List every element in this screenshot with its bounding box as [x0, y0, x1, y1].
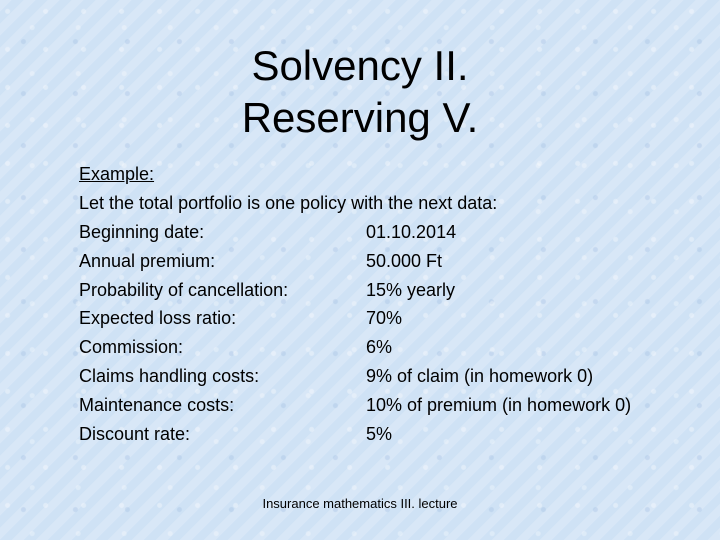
- row-label: Discount rate:: [79, 423, 191, 444]
- row-value: 70%: [366, 308, 403, 329]
- data-row-annual-premium: [79, 247, 699, 276]
- row-label: Beginning date:: [79, 222, 205, 242]
- title-line-2: Reserving V.: [241, 94, 479, 141]
- footer-text: Insurance mathematics III. lecture: [262, 496, 458, 511]
- data-row-discount-rate: [79, 420, 699, 449]
- policy-data-list: [79, 218, 699, 448]
- row-value: 50.000 Ft: [366, 250, 443, 271]
- row-label: Annual premium:: [79, 250, 216, 271]
- data-row-beginning-date: [79, 218, 699, 247]
- row-label: Expected loss ratio:: [79, 308, 237, 329]
- row-value: 5%: [366, 423, 393, 444]
- data-row-expected-loss-ratio: [79, 304, 699, 333]
- example-heading: Example:: [79, 164, 155, 184]
- row-value: 6%: [366, 337, 393, 358]
- row-label: Probability of cancellation:: [79, 279, 289, 300]
- data-row-commission: [79, 333, 699, 362]
- row-label: Maintenance costs:: [79, 394, 235, 415]
- slide-title: [0, 40, 720, 144]
- row-label: Commission:: [79, 337, 184, 358]
- data-row-claims-handling-costs: [79, 362, 699, 391]
- row-label: Claims handling costs:: [79, 365, 260, 386]
- data-row-maintenance-costs: [79, 391, 699, 420]
- row-value: 01.10.2014: [366, 222, 457, 242]
- row-value: 9% of claim (in homework 0): [366, 365, 594, 386]
- title-line-1: Solvency II.: [251, 42, 469, 89]
- row-value: 15% yearly: [366, 279, 456, 300]
- row-value: 10% of premium (in homework 0): [366, 394, 632, 415]
- data-row-cancellation-probability: [79, 276, 699, 305]
- intro-text: Let the total portfolio is one policy with the next data:: [79, 193, 498, 213]
